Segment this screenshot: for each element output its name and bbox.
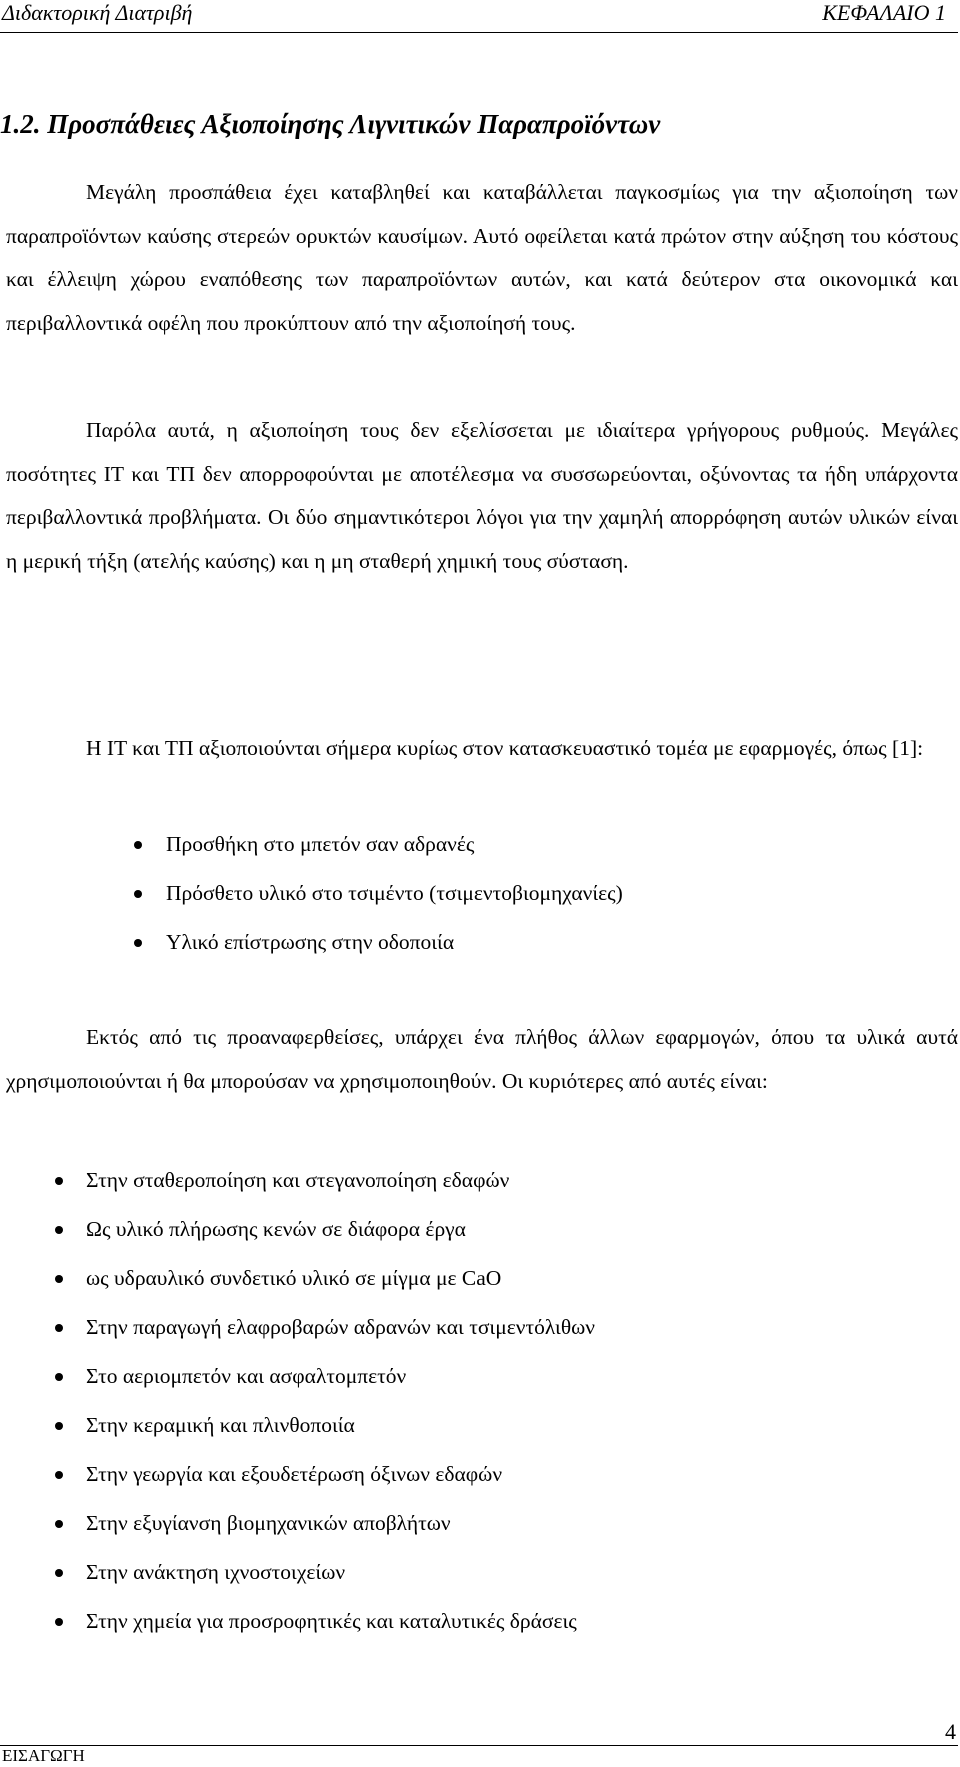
bullet-icon xyxy=(55,1324,63,1332)
list-item-text: Υλικό επίστρωσης στην οδοποιία xyxy=(166,930,455,954)
running-header-left: Διδακτορική Διατριβή xyxy=(2,0,193,25)
construction-uses-list xyxy=(166,820,623,967)
list-item-text: Προσθήκη στο μπετόν σαν αδρανές xyxy=(166,832,475,856)
list-item xyxy=(86,1548,595,1597)
list-item-text: Στην εξυγίανση βιομηχανικών αποβλήτων xyxy=(86,1511,451,1535)
bullet-icon xyxy=(55,1618,63,1626)
list-item-text: ως υδραυλικό συνδετικό υλικό σε μίγμα με CaO xyxy=(86,1266,502,1290)
page-number: 4 xyxy=(945,1719,956,1744)
list-item xyxy=(86,1205,595,1254)
list-item-text: Στο αεριομπετόν και ασφαλτομπετόν xyxy=(86,1364,407,1388)
list-item xyxy=(166,918,623,967)
bullet-icon xyxy=(55,1471,63,1479)
list-item xyxy=(86,1401,595,1450)
list-item-text: Στην ανάκτηση ιχνοστοιχείων xyxy=(86,1560,346,1584)
list-item xyxy=(86,1156,595,1205)
paragraph-3-text: Η ΙΤ και ΤΠ αξιοποιούνται σήμερα κυρίως στον κατασκευαστικό τομέα με εφαρμογές, όπως [1]: xyxy=(86,736,924,760)
bullet-icon xyxy=(134,939,142,947)
header-rule xyxy=(0,32,958,33)
bullet-icon xyxy=(55,1177,63,1185)
paragraph-2 xyxy=(6,409,958,583)
running-header-right: ΚΕΦΑΛΑΙΟ 1 xyxy=(822,0,946,25)
other-uses-list xyxy=(86,1156,595,1646)
list-item-text: Στην χημεία για προσροφητικές και καταλυτικές δράσεις xyxy=(86,1609,577,1633)
bullet-icon xyxy=(55,1569,63,1577)
list-item-text: Ως υλικό πλήρωσης κενών σε διάφορα έργα xyxy=(86,1217,466,1241)
bullet-icon xyxy=(55,1226,63,1234)
list-item-text: Στην γεωργία και εξουδετέρωση όξινων εδαφών xyxy=(86,1462,503,1486)
list-item-text: Πρόσθετο υλικό στο τσιμέντο (τσιμεντοβιομηχανίες) xyxy=(166,881,623,905)
footer-rule xyxy=(0,1745,958,1746)
list-item xyxy=(86,1499,595,1548)
list-item xyxy=(86,1254,595,1303)
list-item xyxy=(166,869,623,918)
list-item xyxy=(86,1450,595,1499)
paragraph-4 xyxy=(6,1016,958,1103)
bullet-icon xyxy=(55,1373,63,1381)
list-item xyxy=(86,1303,595,1352)
bullet-icon xyxy=(55,1520,63,1528)
paragraph-1 xyxy=(6,171,958,345)
list-item xyxy=(86,1352,595,1401)
paragraph-2-text: Παρόλα αυτά, η αξιοποίηση τους δεν εξελίσσεται με ιδιαίτερα γρήγορους ρυθμούς. Μεγάλες ποσότητες ΙΤ και ΤΠ δεν απορροφούνται με αποτέλεσμα να συσσωρεύονται, οξύνοντας τα ήδη υπάρχοντα περιβαλλοντικά προβλήματα. Οι δύο σημαντικότεροι λόγοι για την χαμηλή απορρόφηση αυτών υλικών είναι η μερική τήξη (ατελής καύσης) και η μη σταθερή χημική τους σύσταση. xyxy=(6,418,958,573)
paragraph-4-text: Εκτός από τις προαναφερθείσες, υπάρχει ένα πλήθος άλλων εφαρμογών, όπου τα υλικά αυτά χρησιμοποιούνται ή θα μπορούσαν να χρησιμοποιηθούν. Οι κυριότερες από αυτές είναι: xyxy=(6,1025,958,1093)
bullet-icon xyxy=(55,1422,63,1430)
list-item xyxy=(86,1597,595,1646)
paragraph-3 xyxy=(6,727,958,771)
bullet-icon xyxy=(134,841,142,849)
section-heading: 1.2. Προσπάθειες Αξιοποίησης Λιγνιτικών Παραπροϊόντων xyxy=(0,109,661,139)
bullet-icon xyxy=(55,1275,63,1283)
list-item-text: Στην σταθεροποίηση και στεγανοποίηση εδαφών xyxy=(86,1168,510,1192)
list-item-text: Στην παραγωγή ελαφροβαρών αδρανών και τσιμεντόλιθων xyxy=(86,1315,595,1339)
list-item xyxy=(166,820,623,869)
paragraph-1-text: Μεγάλη προσπάθεια έχει καταβληθεί και καταβάλλεται παγκοσμίως για την αξιοποίηση των παραπροϊόντων καύσης στερεών ορυκτών καυσίμων. Αυτό οφείλεται κατά πρώτον στην αύξηση του κόστους και έλλειψη χώρου εναπόθεσης των παραπροϊόντων αυτών, και κατά δεύτερον στα οικονομικά και περιβαλλοντικά οφέλη που προκύπτουν από την αξιοποίησή τους. xyxy=(6,180,958,335)
bullet-icon xyxy=(134,890,142,898)
running-footer-left: ΕΙΣΑΓΩΓΗ xyxy=(2,1746,85,1765)
list-item-text: Στην κεραμική και πλινθοποιία xyxy=(86,1413,355,1437)
